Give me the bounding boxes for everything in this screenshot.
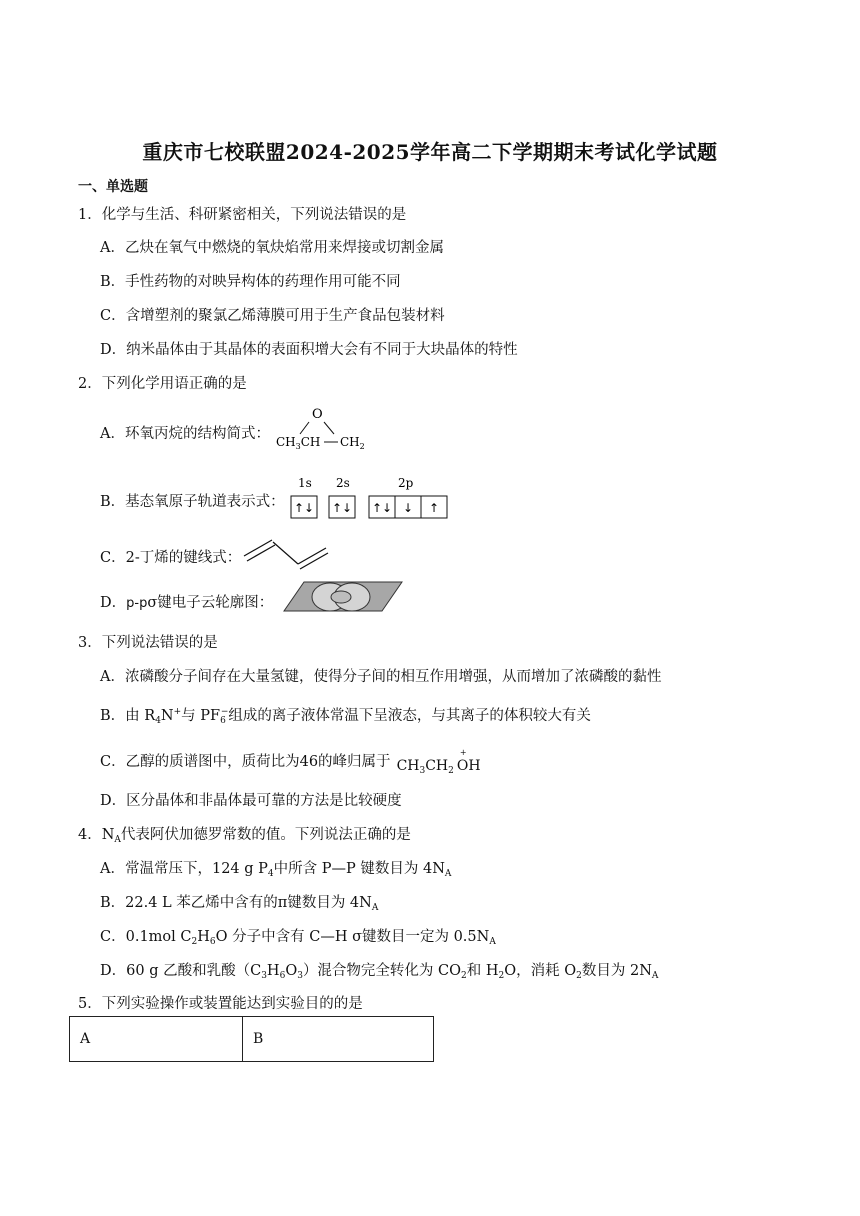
page-title: 重庆市七校联盟2024-2025学年高二下学期期末考试化学试题 <box>142 140 718 164</box>
formula-part: 由 R <box>125 708 156 724</box>
option-text: H <box>197 929 210 945</box>
option-text: O <box>285 963 298 979</box>
q1-option-d[interactable] <box>100 338 518 359</box>
q4-option-a[interactable] <box>100 857 451 879</box>
superscript: + <box>173 707 182 717</box>
option-text: 0.1mol C <box>125 929 192 945</box>
option-text: 22.4 L 苯乙烯中含有的π键数目为 4N <box>125 895 372 911</box>
bond-line <box>244 540 272 556</box>
question-1 <box>78 203 406 224</box>
option-label: A． <box>100 669 125 685</box>
question-stem: 化学与生活、科研紧密相关，下列说法错误的是 <box>101 207 407 223</box>
electron-down: ↓ <box>402 501 414 515</box>
option-text: 区分晶体和非晶体最可靠的方法是比较硬度 <box>126 793 402 809</box>
subscript: A <box>444 869 452 879</box>
option-text: O，消耗 O <box>504 963 577 979</box>
question-stem: 下列化学用语正确的是 <box>101 376 247 392</box>
option-text: 和 H <box>466 963 499 979</box>
electron-up: ↑ <box>428 501 440 515</box>
option-text: 常温常压下，124 g P <box>124 861 268 877</box>
option-label: D． <box>100 595 127 611</box>
question-stem: 下列说法错误的是 <box>101 635 218 651</box>
question-stem: 代表阿伏加德罗常数的值。下列说法正确的是 <box>120 827 411 843</box>
superscript: − <box>220 707 229 717</box>
option-text: H <box>266 963 280 979</box>
table-header-b: B <box>243 1017 434 1062</box>
subscript: A <box>489 937 496 947</box>
option-label: D． <box>100 963 127 979</box>
option-text: 组成的离子液体常温下呈液态，与其离子的体积较大有关 <box>228 708 591 724</box>
electron-pair: ↑↓ <box>331 501 353 515</box>
option-label: A． <box>100 240 125 256</box>
option-text: 含增塑剂的聚氯乙烯薄膜可用于生产食品包装材料 <box>125 308 445 324</box>
q4-option-b[interactable] <box>100 891 378 913</box>
q1-option-a[interactable] <box>100 236 444 257</box>
option-label: B． <box>100 274 126 290</box>
option-label: A． <box>100 861 125 877</box>
subscript: 4 <box>267 869 274 879</box>
electron-pair: ↑↓ <box>371 501 393 515</box>
bond-line <box>324 422 334 434</box>
question-number: 3． <box>78 635 102 651</box>
subscript: 2 <box>498 971 505 981</box>
option-text: 环氧丙烷的结构简式： <box>124 426 270 442</box>
bond-line <box>247 545 275 561</box>
bond-line <box>273 542 298 564</box>
orbital-label-2p: 2p <box>398 476 414 490</box>
sigma-bond-cloud <box>280 578 406 616</box>
subscript: 2 <box>191 937 198 947</box>
option-text: 纳米晶体由于其晶体的表面积增大会有不同于大块晶体的特性 <box>126 342 518 358</box>
option-label: B． <box>100 708 126 724</box>
orbital-label-2s: 2s <box>336 476 350 490</box>
subscript: 4 <box>155 716 161 726</box>
subscript: 2 <box>576 971 582 981</box>
p-p-label: p-p <box>126 596 148 611</box>
2-butene-skeletal-formula <box>240 536 332 570</box>
ethanol-ion-formula: $CH_3CH_2$ + OH <box>396 748 481 776</box>
formula-part: 与 PF <box>181 708 221 724</box>
option-label: C． <box>100 550 126 566</box>
q3-option-a[interactable] <box>100 665 661 686</box>
option-text: 60 g 乙酸和乳酸（C <box>126 963 262 979</box>
question-number: 4． <box>78 827 102 843</box>
question-5 <box>78 992 363 1013</box>
question-2 <box>78 372 247 393</box>
q4-option-d[interactable] <box>100 959 658 981</box>
question-3 <box>78 631 218 652</box>
option-text: 乙炔在氧气中燃烧的氧炔焰常用来焊接或切割金属 <box>124 240 444 256</box>
ch3-group: $CH_3CH$ <box>276 435 321 451</box>
option-label: C． <box>100 308 126 324</box>
subscript: 6 <box>279 971 286 981</box>
q3-option-d[interactable] <box>100 789 402 810</box>
formula-part: N <box>160 708 174 724</box>
q2-option-d[interactable] <box>100 591 273 612</box>
subscript: 3 <box>261 971 267 981</box>
q1-option-c[interactable] <box>100 304 445 325</box>
subscript: A <box>651 971 659 981</box>
q2-option-b[interactable] <box>100 490 285 511</box>
option-text: ）混合物完全转化为 CO <box>302 963 462 979</box>
overlap-region <box>331 591 351 603</box>
subscript: A <box>114 835 121 845</box>
question-4 <box>78 823 411 845</box>
option-text: 乙醇的质谱图中，质荷比为46的峰归属于 <box>125 754 391 770</box>
option-text: σ键电子云轮廓图： <box>147 595 274 611</box>
subscript: 3 <box>297 971 303 981</box>
table-row <box>70 1017 434 1062</box>
q1-option-b[interactable] <box>100 270 401 291</box>
option-label: D． <box>100 342 127 358</box>
option-label: A． <box>100 426 125 442</box>
q2-option-a[interactable] <box>100 422 270 443</box>
option-text: 中所含 P—P 键数目为 4N <box>273 861 445 877</box>
question-number: 2． <box>78 376 102 392</box>
option-text: 基态氧原子轨道表示式： <box>125 494 285 510</box>
option-text: 2-丁烯的键线式： <box>125 550 242 566</box>
option-text: O 分子中含有 C—H σ键数目一定为 0.5N <box>215 929 490 945</box>
experiment-table <box>69 1016 434 1062</box>
q2-option-c[interactable] <box>100 546 241 567</box>
option-text: 手性药物的对映异构体的药理作用可能不同 <box>125 274 401 290</box>
question-number: 5． <box>78 996 102 1012</box>
option-text: 浓磷酸分子间存在大量氢键，使得分子间的相互作用增强，从而增加了浓磷酸的黏性 <box>124 669 662 685</box>
section-heading: 一、单选题 <box>78 179 148 195</box>
oxygen-atom: O <box>312 407 323 422</box>
epoxypropane-structure <box>272 400 372 452</box>
option-text: 数目为 2N <box>581 963 652 979</box>
q4-option-c[interactable] <box>100 925 496 947</box>
option-label: C． <box>100 929 126 945</box>
subscript: 6 <box>209 937 216 947</box>
table-header-a: A <box>70 1017 243 1062</box>
bond-line <box>300 422 309 434</box>
ch2-group: $CH_2$ <box>340 435 365 451</box>
electron-pair: ↑↓ <box>293 501 315 515</box>
option-label: C． <box>100 754 126 770</box>
q3-option-c[interactable] <box>100 748 481 776</box>
question-stem: 下列实验操作或装置能达到实验目的的是 <box>101 996 363 1012</box>
option-label: B． <box>100 494 126 510</box>
option-label: D． <box>100 793 127 809</box>
orbital-label-1s: 1s <box>298 476 312 490</box>
subscript: A <box>371 903 379 913</box>
formula-part: N <box>101 827 115 843</box>
subscript: 2 <box>461 971 467 981</box>
option-label: B． <box>100 895 126 911</box>
question-number: 1． <box>78 207 102 223</box>
q3-option-b[interactable] <box>100 704 591 726</box>
orbital-diagram <box>288 474 450 522</box>
subscript: 6 <box>220 716 226 726</box>
